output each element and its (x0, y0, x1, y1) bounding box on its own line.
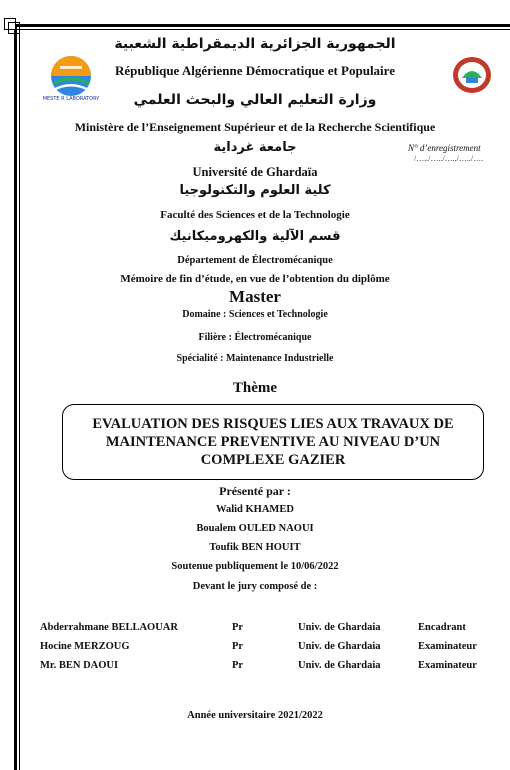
jury-grade: Pr (232, 622, 244, 633)
jury-university: Univ. de Ghardaia (298, 641, 381, 652)
department-french: Département de Électromécanique (177, 255, 333, 266)
ministry-arabic: وزارة التعليم العالي والبحث العلمي (133, 92, 377, 108)
jury-role: Encadrant (418, 622, 466, 633)
jury-row (40, 641, 510, 659)
ministry-french: Ministère de l’Enseignement Supérieur et de la Recherche Scientifique (74, 120, 436, 134)
jury-name: Abderrahmane BELLAOUAR (40, 622, 178, 633)
republic-arabic: الجمهورية الجزائرية الديمقراطية الشعبية (114, 36, 396, 52)
specialite-line (0, 353, 510, 364)
filiere-line (0, 332, 510, 343)
author-name: Toufik BEN HOUIT (209, 542, 301, 553)
jury-row (40, 622, 510, 640)
jury-grade: Pr (232, 660, 244, 671)
presented-by-label: Présenté par : (219, 484, 291, 498)
jury-grade: Pr (232, 641, 244, 652)
jury-role: Examinateur (418, 641, 477, 652)
jury-name: Hocine MERZOUG (40, 641, 130, 652)
page-frame-left (14, 24, 17, 770)
filiere-value: Électromécanique (234, 332, 312, 343)
filiere-label: Filière : (198, 332, 232, 343)
republic-french: République Algérienne Démocratique et Populaire (115, 63, 395, 78)
academic-year: Année universitaire 2021/2022 (187, 710, 323, 721)
page-frame-top-inner (14, 29, 510, 30)
jury-row (40, 660, 510, 678)
jury-role: Examinateur (418, 660, 477, 671)
faculty-arabic: كلية العلوم والتكنولوجيا (179, 183, 331, 198)
author-name: Boualem OULED NAOUI (196, 523, 314, 534)
theme-title-box (62, 404, 484, 480)
department-arabic: قسم الآلية والكهروميكانيك (169, 229, 341, 244)
theme-title: EVALUATION DES RISQUES LIES AUX TRAVAUX DE MAINTENANCE PREVENTIVE AU NIVEAU D’UN COMPLEXE GAZIER (92, 416, 454, 468)
laboratory-logo-caption: MESTE R LABORATORY (42, 96, 100, 102)
jury-university: Univ. de Ghardaia (298, 622, 381, 633)
theme-heading: Thème (232, 380, 278, 396)
degree-title: Master (229, 287, 281, 306)
page-frame-top (14, 24, 510, 27)
university-arabic: جامعة غرداية (213, 140, 297, 155)
jury-university: Univ. de Ghardaia (298, 660, 381, 671)
specialite-label: Spécialité : (176, 353, 224, 364)
corner-ornament (4, 18, 16, 30)
university-french: Université de Ghardaïa (192, 165, 318, 179)
domaine-value: Sciences et Technologie (228, 309, 328, 320)
specialite-value: Maintenance Industrielle (225, 353, 334, 364)
domaine-line (0, 309, 510, 320)
registration-blank: /…../…../…../…../…. (414, 154, 484, 163)
jury-name: Mr. BEN DAOUI (40, 660, 119, 671)
domaine-label: Domaine : (182, 309, 227, 320)
registration-label: N° d’enregistrement (408, 143, 481, 153)
faculty-french: Faculté des Sciences et de la Technologie (160, 209, 350, 221)
author-name: Walid KHAMED (216, 504, 294, 515)
memoire-intro: Mémoire de fin d’étude, en vue de l’obtention du diplôme (120, 273, 390, 285)
defense-date: Soutenue publiquement le 10/06/2022 (171, 561, 339, 572)
jury-intro: Devant le jury composé de : (192, 581, 318, 592)
